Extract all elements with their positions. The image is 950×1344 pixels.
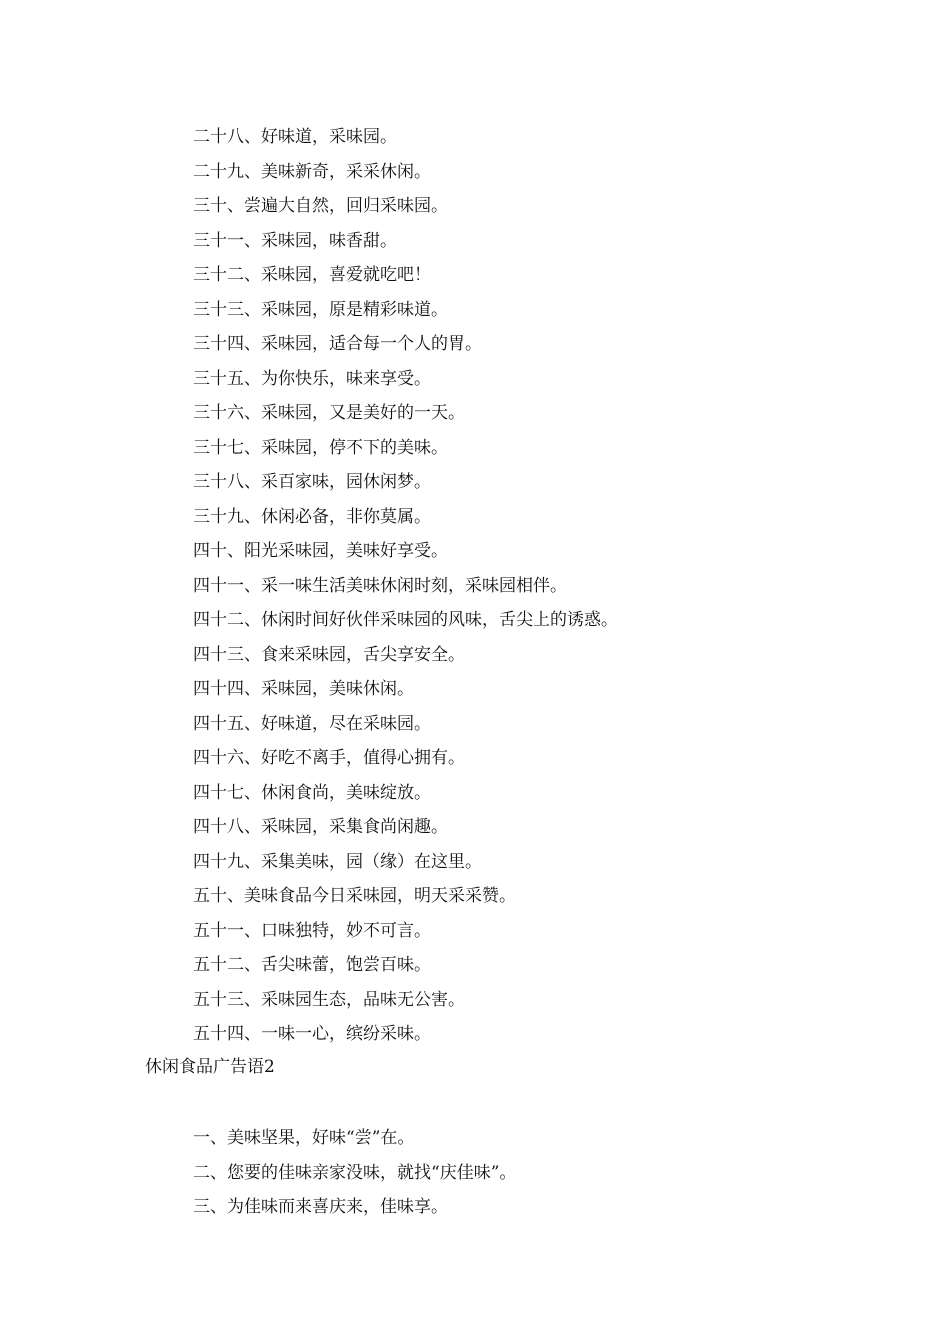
section-heading: 休闲食品广告语2	[145, 1057, 275, 1077]
list-item: 四十二、休闲时间好伙伴采味园的风味，舌尖上的诱惑。	[193, 610, 618, 630]
list-item: 二、您要的佳味亲家没味，就找“庆佳味”。	[193, 1162, 517, 1183]
list-item: 五十一、口味独特，妙不可言。	[193, 920, 431, 941]
list-item: 二十九、美味新奇，采采休闲。	[193, 161, 431, 182]
slogan-list-2	[0, 1121, 516, 1225]
list-item: 三十八、采百家味，园休闲梦。	[193, 472, 431, 492]
list-item: 三十三、采味园，原是精彩味道。	[193, 299, 448, 320]
list-item: 四十九、采集美味，园（缘）在这里。	[193, 851, 482, 872]
list-item: 三十二、采味园，喜爱就吃吧！	[193, 265, 431, 285]
list-item: 五十四、一味一心，缤纷采味。	[193, 1024, 431, 1044]
list-item: 三十六、采味园，又是美好的一天。	[193, 403, 465, 423]
list-item: 四十一、采一味生活美味休闲时刻，采味园相伴。	[193, 575, 567, 596]
list-item: 三、为佳味而来喜庆来，佳味享。	[193, 1197, 448, 1217]
list-item: 五十、美味食品今日采味园，明天采采赞。	[193, 886, 516, 906]
list-item: 三十九、休闲必备，非你莫属。	[193, 506, 431, 527]
slogan-list	[0, 120, 618, 1052]
list-item: 二十八、好味道，采味园。	[193, 127, 397, 147]
list-item: 三十、尝遍大自然，回归采味园。	[193, 196, 448, 216]
list-item: 四十五、好味道，尽在采味园。	[193, 713, 431, 734]
list-item: 四十、阳光采味园，美味好享受。	[193, 541, 448, 561]
list-item: 四十七、休闲食尚，美味绽放。	[193, 782, 431, 803]
list-item: 四十三、食来采味园，舌尖享安全。	[193, 644, 465, 665]
list-item: 四十六、好吃不离手，值得心拥有。	[193, 748, 465, 768]
list-item: 四十四、采味园，美味休闲。	[193, 679, 414, 699]
list-item: 一、美味坚果，好味“尝”在。	[193, 1128, 415, 1148]
list-item: 三十七、采味园，停不下的美味。	[193, 437, 448, 458]
list-item: 三十四、采味园，适合每一个人的胃。	[193, 334, 482, 354]
list-item: 三十五、为你快乐，味来享受。	[193, 368, 431, 389]
list-item: 五十三、采味园生态，品味无公害。	[193, 989, 465, 1010]
list-item: 五十二、舌尖味蕾，饱尝百味。	[193, 955, 431, 975]
list-item: 四十八、采味园，采集食尚闲趣。	[193, 817, 448, 837]
list-item: 三十一、采味园，味香甜。	[193, 230, 397, 251]
